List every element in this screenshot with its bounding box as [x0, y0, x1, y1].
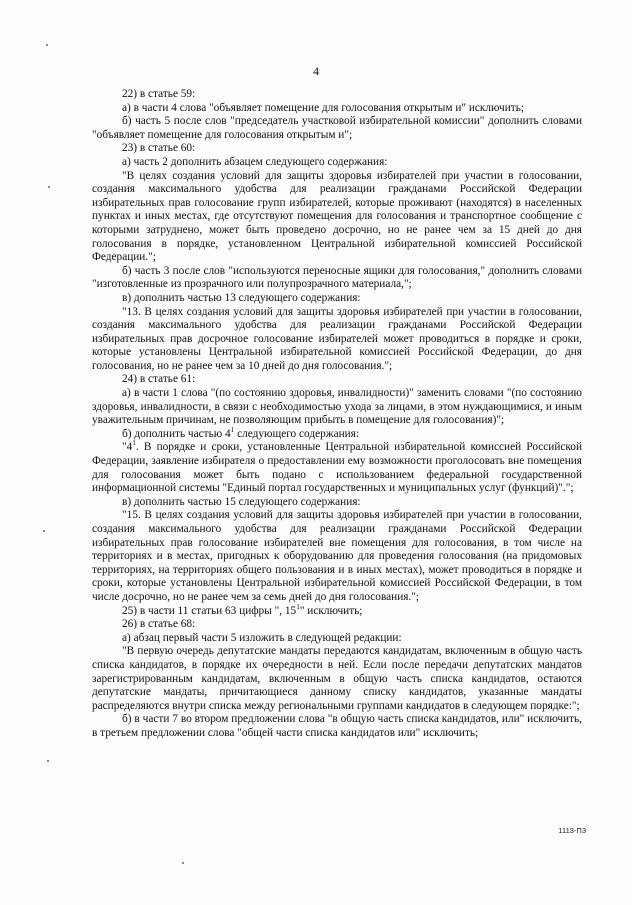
paragraph: а) в части 4 слова "объявляет помещение для голосования открытым и" исключить; — [122, 101, 525, 114]
scan-speck — [46, 44, 48, 46]
paragraph: в) дополнить частью 13 следующего содержания: — [122, 291, 361, 304]
paragraph: а) абзац первый части 5 изложить в следующей редакции: — [122, 631, 402, 644]
paragraph: б) часть 3 после слов "используются переносные ящики для голосования," дополнить словами "изготовленные из прозрачного или полупрозрачного материала,"; — [92, 264, 582, 291]
text-fragment: б) дополнить частью 4 — [122, 427, 231, 440]
text-fragment: следующего содержания: — [234, 427, 360, 440]
text-fragment: " исключить; — [299, 604, 363, 617]
document-code: 1113-П3 — [558, 826, 586, 835]
scan-speck — [47, 760, 49, 762]
paragraph — [92, 425, 582, 442]
paragraph: б) в части 7 во втором предложении слова "в общую часть списка кандидатов, или" исключить, в третьем предложении слова "общей части списка кандидатов или" исключить; — [92, 713, 582, 739]
paragraph: 24) в статье 61: — [122, 373, 196, 386]
superscript: 1 — [132, 438, 136, 448]
paragraph: в) дополнить частью 15 следующего содержания: — [122, 495, 361, 508]
scan-speck — [48, 186, 50, 188]
scan-speck — [43, 530, 45, 532]
paragraph — [92, 438, 582, 495]
paragraph: "В целях создания условий для защиты здоровья избирателей при участии в голосовании, создания максимального удобства для реализации гражданами Российской Федерации избирательных прав голосование групп избирателей, которые проживают (находятся) в населенных пунктах и иных местах, где отсутствуют помещения для голосования и транспортное сообщение с которыми затруднено, может быть проведено досрочно, но не ранее чем за 15 дней до дня голосования в порядке, установленном Центральной избирательной комиссией Российской Федерации."; — [92, 169, 582, 264]
paragraph: б) часть 5 после слов "председатель участковой избирательной комиссии" дополнить словами "объявляет помещение для голосования открытым и"; — [92, 115, 582, 141]
document-body — [92, 88, 582, 741]
paragraph: "В первую очередь депутатские мандаты передаются кандидатам, включенным в общую часть списка кандидатов, в порядке их очередности в ней. Если после передачи депутатских мандатов зарегистрированным кандидатам, включенным в общую часть списка кандидатов, остаются депутатские мандаты, причитающиеся данному списку кандидатов, указанные мандаты распределяются внутри списка между региональными группами кандидатов в следующем порядке:"; — [92, 645, 582, 712]
text-fragment: 25) в части 11 статьи 63 цифры ", 15 — [122, 604, 297, 617]
paragraph: "13. В целях создания условий для защиты здоровья избирателей при участии в голосовании, создания максимального удобства для реализации гражданами Российской Федерации избирательных прав досрочное голосование избирателей может проводиться в порядке и сроки, которые установлены Центральной избирательной комиссией Российской Федерации, до дня голосования, но не ранее чем за 10 дней до дня голосования."; — [92, 305, 582, 372]
paragraph: а) в части 1 слова "(по состоянию здоровья, инвалидности)" заменить словами "(по состоянию здоровья, инвалидности, в связи с необходимостью ухода за лицами, в этом нуждающимися, и иным уважительным причинам, не позволяющим прибыть в помещение для голосования)"; — [92, 387, 582, 427]
paragraph: а) часть 2 дополнить абзацем следующего содержания: — [122, 155, 388, 168]
text-fragment: . В порядке и сроки, установленные Центральной избирательной комиссией Российской Федерации, заявление избирателя о предоставлении ему возможности проголосовать вне помещения для голосования может быть подано с использованием федеральной государственной информационной системы "Единый портал государственных и муниципальных услуг (функций)"."; — [92, 441, 582, 495]
paragraph — [92, 601, 582, 619]
page-number: 4 — [313, 64, 319, 78]
paragraph: 23) в статье 60: — [122, 142, 196, 155]
paragraph: "15. В целях создания условий для защиты здоровья избирателей при участии в голосовании, создания максимального удобства для реализации гражданами Российской Федерации избирательных прав голосование избирателей вне помещения для голосования, в том числе на территориях и в местах, пригодных к оборудованию для проведения голосования (на придомовых территориях, на территориях общего пользования и в иных местах), может проводиться в порядке и сроки, которые установлены Центральной избирательной комиссией Российской Федерации, в том числе досрочно, но не ранее чем за семь дней до дня голосования."; — [92, 509, 582, 603]
paragraph: 26) в статье 68: — [122, 618, 196, 631]
superscript: 1 — [296, 601, 300, 611]
paragraph: 22) в статье 59: — [122, 88, 196, 100]
text-fragment: "4 — [122, 441, 133, 454]
scan-speck — [182, 862, 184, 864]
superscript: 1 — [230, 425, 235, 435]
